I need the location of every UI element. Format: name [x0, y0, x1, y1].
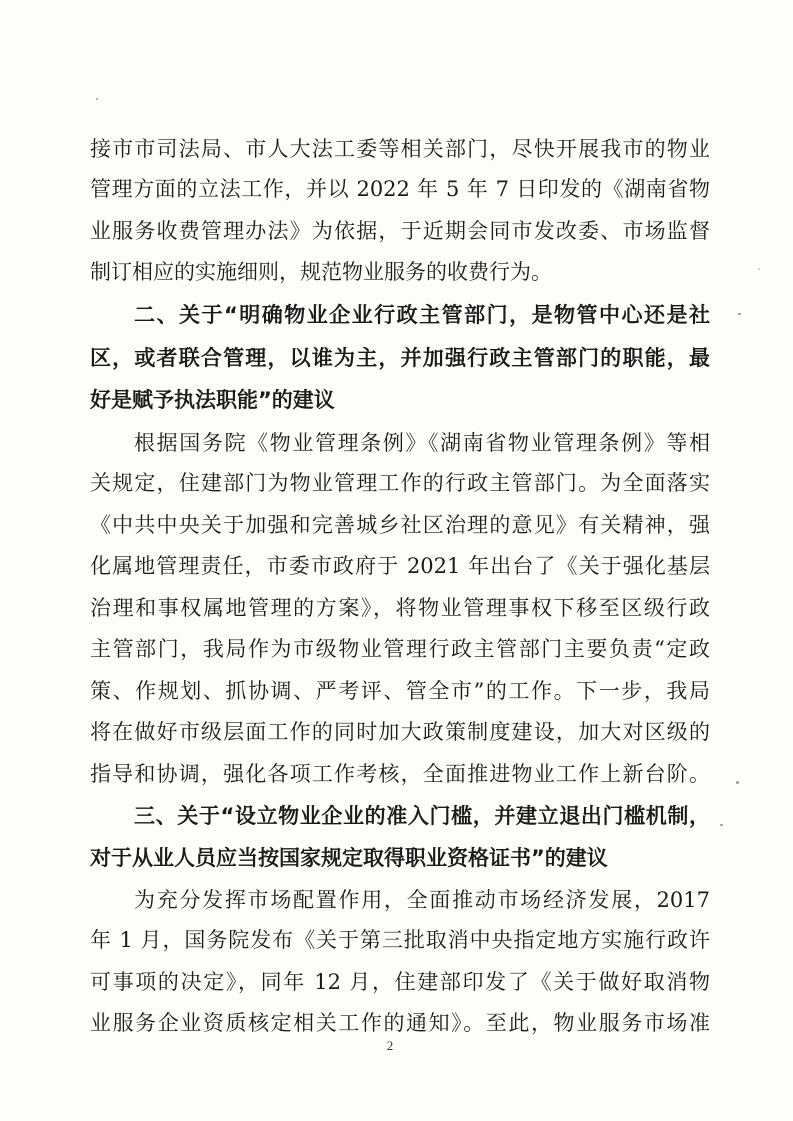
scan-speck [720, 824, 723, 826]
section-heading-line: 二、关于“明确物业企业行政主管部门，是物管中心还是社 [134, 303, 710, 327]
paragraph-line: 《中共中央关于加强和完善城乡社区治理的意见》有关精神，强 [90, 513, 710, 537]
paragraph-line: 根据国务院《物业管理条例》《湖南省物业管理条例》等相 [134, 431, 710, 455]
scan-speck [758, 268, 760, 270]
page-number: 2 [386, 1038, 394, 1053]
section-heading-line: 对于从业人员应当按国家规定取得职业资格证书”的建议 [90, 846, 608, 870]
paragraph-line: 化属地管理责任，市委市政府于 2021 年出台了《关于强化基层 [90, 554, 710, 578]
paragraph-line: 指导和协调，强化各项工作考核，全面推进物业工作上新台阶。 [90, 762, 710, 786]
scan-speck [96, 98, 98, 100]
paragraph-line: 业服务企业资质核定相关工作的通知》。至此，物业服务市场准 [90, 1011, 710, 1035]
scan-speck [738, 313, 741, 315]
paragraph-line: 接市市司法局、市人大法工委等相关部门，尽快开展我市的物业 [90, 137, 710, 161]
paragraph-line: 管理方面的立法工作，并以 2022 年 5 年 7 日印发的《湖南省物 [90, 177, 710, 201]
paragraph-line: 为充分发挥市场配置作用，全面推动市场经济发展，2017 [134, 888, 710, 912]
paragraph-line: 制订相应的实施细则，规范物业服务的收费行为。 [90, 260, 552, 284]
paragraph-line: 策、作规划、抓协调、严考评、管全市”的工作。下一步，我局 [90, 679, 710, 703]
paragraph-line: 关规定，住建部门为物业管理工作的行政主管部门。为全面落实 [90, 471, 710, 495]
paragraph-line: 可事项的决定》，同年 12 月，住建部印发了《关于做好取消物 [90, 970, 710, 994]
section-heading-line: 好是赋予执法职能”的建议 [90, 388, 335, 412]
paragraph-line: 业服务收费管理办法》为依据，于近期会同市发改委、市场监督 [90, 219, 710, 243]
scan-speck [736, 781, 739, 784]
paragraph-line: 年 1 月，国务院发布《关于第三批取消中央指定地方实施行政许 [90, 928, 710, 952]
section-heading-line: 区，或者联合管理，以谁为主，并加强行政主管部门的职能，最 [90, 346, 710, 370]
section-heading-line: 三、关于“设立物业企业的准入门槛，并建立退出门槛机制， [134, 804, 710, 828]
paragraph-line: 治理和事权属地管理的方案》，将物业管理事权下移至区级行政 [90, 596, 710, 620]
paragraph-line: 将在做好市级层面工作的同时加大政策制度建设，加大对区级的 [90, 720, 710, 744]
paragraph-line: 主管部门，我局作为市级物业管理行政主管部门主要负责“定政 [90, 637, 710, 661]
